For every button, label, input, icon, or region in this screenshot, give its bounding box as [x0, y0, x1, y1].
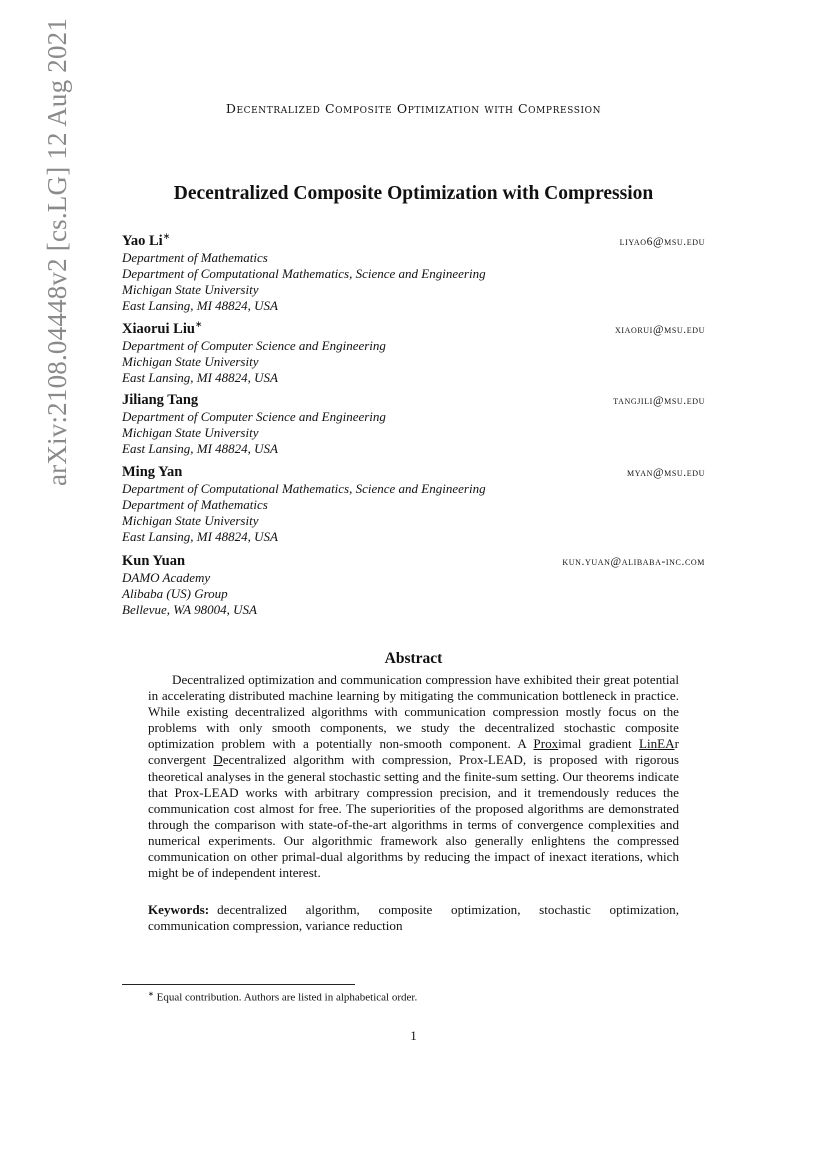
author-block — [122, 392, 705, 457]
affiliation-line: Department of Mathematics — [122, 249, 268, 265]
affiliation-line: East Lansing, MI 48824, USA — [122, 369, 278, 385]
affiliation-line: East Lansing, MI 48824, USA — [122, 297, 278, 313]
keywords-label: Keywords: — [148, 902, 210, 917]
footnote: ∗ Equal contribution. Authors are listed in alphabetical order. — [148, 990, 418, 1004]
author-block — [122, 231, 705, 314]
affiliation-line: DAMO Academy — [122, 570, 211, 585]
author-name: Xiaorui Liu∗ — [122, 319, 203, 337]
affiliation-line: Department of Computer Science and Engineering — [122, 337, 386, 353]
author-block — [122, 319, 705, 386]
affiliation-line: Bellevue, WA 98004, USA — [122, 602, 257, 617]
affiliation-line: Michigan State University — [122, 513, 259, 528]
author-email[interactable]: kun.yuan@alibaba-inc.com — [562, 556, 705, 568]
acronym-letters: D — [213, 752, 223, 768]
affiliation-line: Michigan State University — [122, 425, 259, 440]
author-name: Jiliang Tang — [122, 392, 199, 408]
acronym-letters: Lin — [638, 736, 658, 752]
arxiv-identifier[interactable]: arXiv:2108.04448v2 [cs.LG] 12 Aug 2021 — [42, 17, 72, 486]
affiliation-line: East Lansing, MI 48824, USA — [122, 441, 278, 456]
abstract-body: Decentralized optimization and communication compression have exhibited their great potential in accelerating distributed machine learning by mitigating the communication bottleneck in practice. While existing decentralized algorithms with communication compression mostly focus on the problems with only smooth components, we study the decentralized stochastic composite optimization problem with a potentially non-smooth component. A Proximal gradient LinEAr convergent Decentralized algorithm with compression, Prox-LEAD, is proposed with rigorous theoretical analyses in the general stochastic setting and the finite-sum setting. Our theorems indicate that Prox-LEAD works with arbitrary compression precision, and it tremendously reduces the communication cost almost for free. The superiorities of the proposed algorithms are demonstrated through the comparison with state-of-the-art algorithms in terms of convergence complexities and numerical experiments. Our algorithmic framework also generally enlightens the compressed communication on other primal-dual algorithms by reducing the impact of inexact iterations, which might be of independent interest. — [148, 672, 679, 881]
author-email[interactable]: myan@msu.edu — [626, 467, 705, 479]
author-block — [122, 553, 705, 618]
author-name: Yao Li∗ — [122, 231, 171, 249]
acronym-letters: EA — [657, 736, 675, 752]
paper-title: Decentralized Composite Optimization with Compression — [173, 183, 654, 204]
author-block — [122, 464, 705, 545]
author-email[interactable]: xiaorui@msu.edu — [614, 323, 705, 336]
author-email[interactable]: liyao6@msu.edu — [619, 235, 705, 248]
keywords — [148, 902, 679, 934]
footnote-rule — [122, 984, 355, 985]
acronym-letters: Prox — [533, 736, 559, 752]
author-email[interactable]: tangjili@msu.edu — [613, 395, 705, 407]
affiliation-line: Department of Computer Science and Engineering — [122, 409, 386, 424]
affiliation-line: Michigan State University — [122, 353, 259, 369]
author-name: Ming Yan — [122, 464, 183, 480]
affiliation-line: Department of Computational Mathematics, Science and Engineering — [122, 265, 486, 281]
affiliation-line: Michigan State University — [122, 281, 259, 297]
abstract-heading: Abstract — [384, 650, 443, 667]
affiliation-line: Alibaba (US) Group — [122, 586, 228, 601]
affiliation-line: Department of Mathematics — [122, 497, 268, 512]
affiliation-line: East Lansing, MI 48824, USA — [122, 529, 278, 544]
keywords-text: decentralized algorithm, composite optimization, stochastic optimization, communication compression, variance reduction — [148, 902, 679, 934]
running-header: Decentralized Composite Optimization with Compression — [225, 101, 602, 116]
affiliation-line: Department of Computational Mathematics, Science and Engineering — [122, 481, 486, 496]
author-name: Kun Yuan — [122, 553, 186, 569]
page-number: 1 — [410, 1028, 417, 1043]
